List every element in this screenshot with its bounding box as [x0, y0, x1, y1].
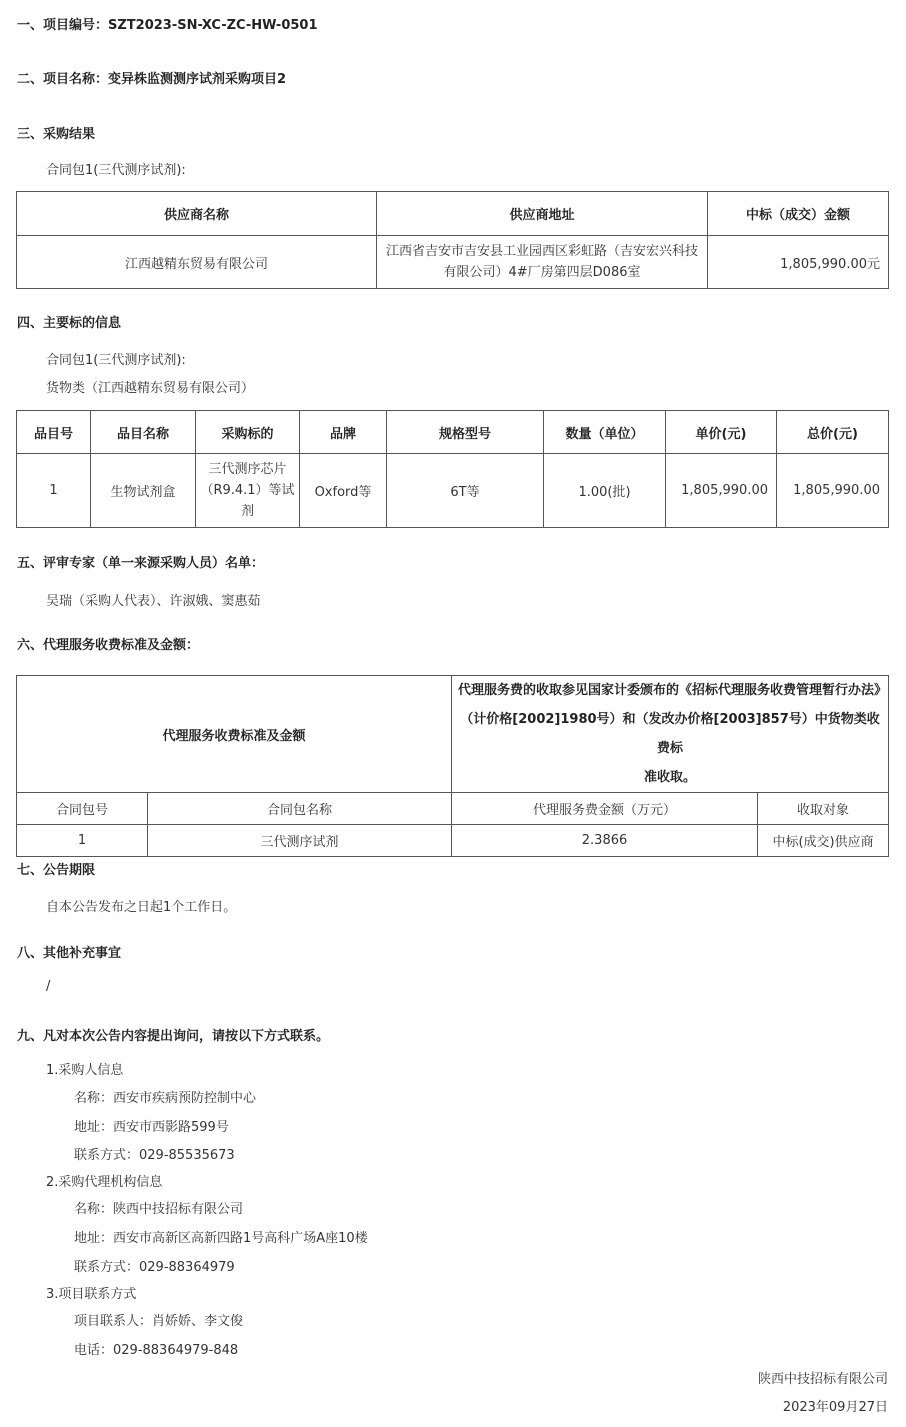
- buyer-address: 地址：西安市西影路599号: [74, 1120, 229, 1135]
- supplier-name-cell: 江西越精东贸易有限公司: [17, 236, 377, 289]
- buyer-contact: 联系方式：029-85535673: [74, 1148, 235, 1163]
- contact-heading: 九、凡对本次公告内容提出询问，请按以下方式联系。: [17, 1029, 330, 1044]
- award-amount-header: 中标（成交）金额: [708, 192, 889, 236]
- footer-date: 2023年09月27日: [782, 1400, 888, 1415]
- item-unit-price-cell: 1,805,990.00: [666, 454, 777, 528]
- notice-period-text: 自本公告发布之日起1个工作日。: [46, 900, 237, 915]
- item-target-line1: 三代测序芯片: [208, 462, 287, 477]
- fee-package-no-header: 合同包号: [17, 793, 148, 825]
- item-name-header: 品目名称: [91, 411, 196, 454]
- fee-package-name-cell: 三代测序试剂: [148, 825, 452, 857]
- agency-fee-heading: 六、代理服务收费标准及金额：: [17, 638, 200, 653]
- project-contact-phone: 电话：029-88364979-848: [74, 1343, 239, 1358]
- item-total-price-header: 总价(元): [777, 411, 889, 454]
- item-brand-cell: Oxford等: [300, 454, 387, 528]
- project-name-line: [17, 68, 286, 87]
- item-target-line3: 剂: [240, 504, 254, 519]
- item-target-header: 采购标的: [196, 411, 300, 454]
- items-package-label: 合同包1(三代测序试剂):: [46, 353, 186, 368]
- result-package-label: 合同包1(三代测序试剂):: [46, 163, 186, 178]
- project-name-label: 二、项目名称：: [17, 72, 109, 87]
- table-row: [17, 236, 889, 289]
- table-row: [17, 454, 889, 528]
- notice-period-heading: 七、公告期限: [17, 863, 96, 878]
- agent-name: 名称：陕西中技招标有限公司: [74, 1202, 244, 1217]
- project-contact-title: 3.项目联系方式: [46, 1287, 137, 1302]
- supplier-address-cell: [377, 236, 708, 289]
- agent-address: 地址：西安市高新区高新四路1号高科广场A座10楼: [74, 1231, 368, 1246]
- supplier-table: [16, 191, 889, 289]
- fee-package-no-cell: 1: [17, 825, 148, 857]
- supplier-table-header: [17, 192, 889, 236]
- buyer-info-title: 1.采购人信息: [46, 1063, 124, 1078]
- fee-payer-header: 收取对象: [758, 793, 889, 825]
- footer-organization: 陕西中技招标有限公司: [757, 1372, 888, 1387]
- item-unit-price-header: 单价(元): [666, 411, 777, 454]
- items-table: [16, 410, 889, 528]
- agent-info-title: 2.采购代理机构信息: [46, 1175, 163, 1190]
- project-contact-person: 项目联系人：肖娇娇、李文俊: [74, 1314, 244, 1329]
- items-category-label: 货物类（江西越精东贸易有限公司）: [46, 381, 255, 396]
- buyer-name: 名称：西安市疾病预防控制中心: [74, 1091, 257, 1106]
- supplier-address-line2: 有限公司）4#厂房第四层D086室: [443, 265, 641, 280]
- item-name-cell: 生物试剂盒: [91, 454, 196, 528]
- other-matters-heading: 八、其他补充事宜: [17, 946, 122, 961]
- award-amount-cell: 1,805,990.00元: [708, 236, 889, 289]
- procurement-result-heading: 三、采购结果: [17, 127, 96, 142]
- main-items-heading: 四、主要标的信息: [17, 316, 122, 331]
- item-no-header: 品目号: [17, 411, 91, 454]
- item-brand-header: 品牌: [300, 411, 387, 454]
- item-qty-cell: 1.00(批): [544, 454, 666, 528]
- agent-contact: 联系方式：029-88364979: [74, 1260, 235, 1275]
- fee-amount-cell: 2.3866: [452, 825, 758, 857]
- experts-names: 吴瑞（采购人代表）、许淑娥、窦惠茹: [46, 594, 261, 609]
- project-name-value: 变异株监测测序试剂采购项目2: [108, 72, 287, 87]
- agency-fee-standard-row: [17, 676, 889, 793]
- fee-amount-header: 代理服务费金额（万元）: [452, 793, 758, 825]
- item-qty-header: 数量（单位）: [544, 411, 666, 454]
- item-target-line2: （R9.4.1）等试: [200, 483, 295, 498]
- item-spec-cell: 6T等: [387, 454, 544, 528]
- agency-fee-left-header: 代理服务收费标准及金额: [17, 676, 452, 793]
- fee-payer-cell: 中标(成交)供应商: [758, 825, 889, 857]
- project-number-value: SZT2023-SN-XC-ZC-HW-0501: [108, 18, 318, 33]
- fee-package-name-header: 合同包名称: [148, 793, 452, 825]
- agency-fee-standard-line1: 代理服务费的收取参见国家计委颁布的《招标代理服务收费管理暂行办法》: [458, 683, 888, 698]
- agency-fee-table: [16, 675, 889, 857]
- project-number-label: 一、项目编号：: [17, 18, 109, 33]
- agency-fee-standard-text: [452, 676, 889, 793]
- table-row: [17, 825, 889, 857]
- other-matters-text: /: [46, 979, 51, 994]
- item-total-price-cell: 1,805,990.00: [777, 454, 889, 528]
- experts-heading: 五、评审专家（单一来源采购人员）名单：: [17, 556, 265, 571]
- supplier-name-header: 供应商名称: [17, 192, 377, 236]
- agency-fee-standard-line2: （计价格[2002]1980号）和（发改办价格[2003]857号）中货物类收费标: [460, 712, 880, 756]
- items-table-header: [17, 411, 889, 454]
- agency-fee-columns-row: [17, 793, 889, 825]
- agency-fee-standard-line3: 准收取。: [644, 770, 697, 785]
- supplier-address-line1: 江西省吉安市吉安县工业园西区彩虹路（吉安宏兴科技: [385, 244, 698, 259]
- supplier-address-header: 供应商地址: [377, 192, 708, 236]
- item-no-cell: 1: [17, 454, 91, 528]
- item-spec-header: 规格型号: [387, 411, 544, 454]
- item-target-cell: [196, 454, 300, 528]
- project-number-line: [17, 14, 318, 33]
